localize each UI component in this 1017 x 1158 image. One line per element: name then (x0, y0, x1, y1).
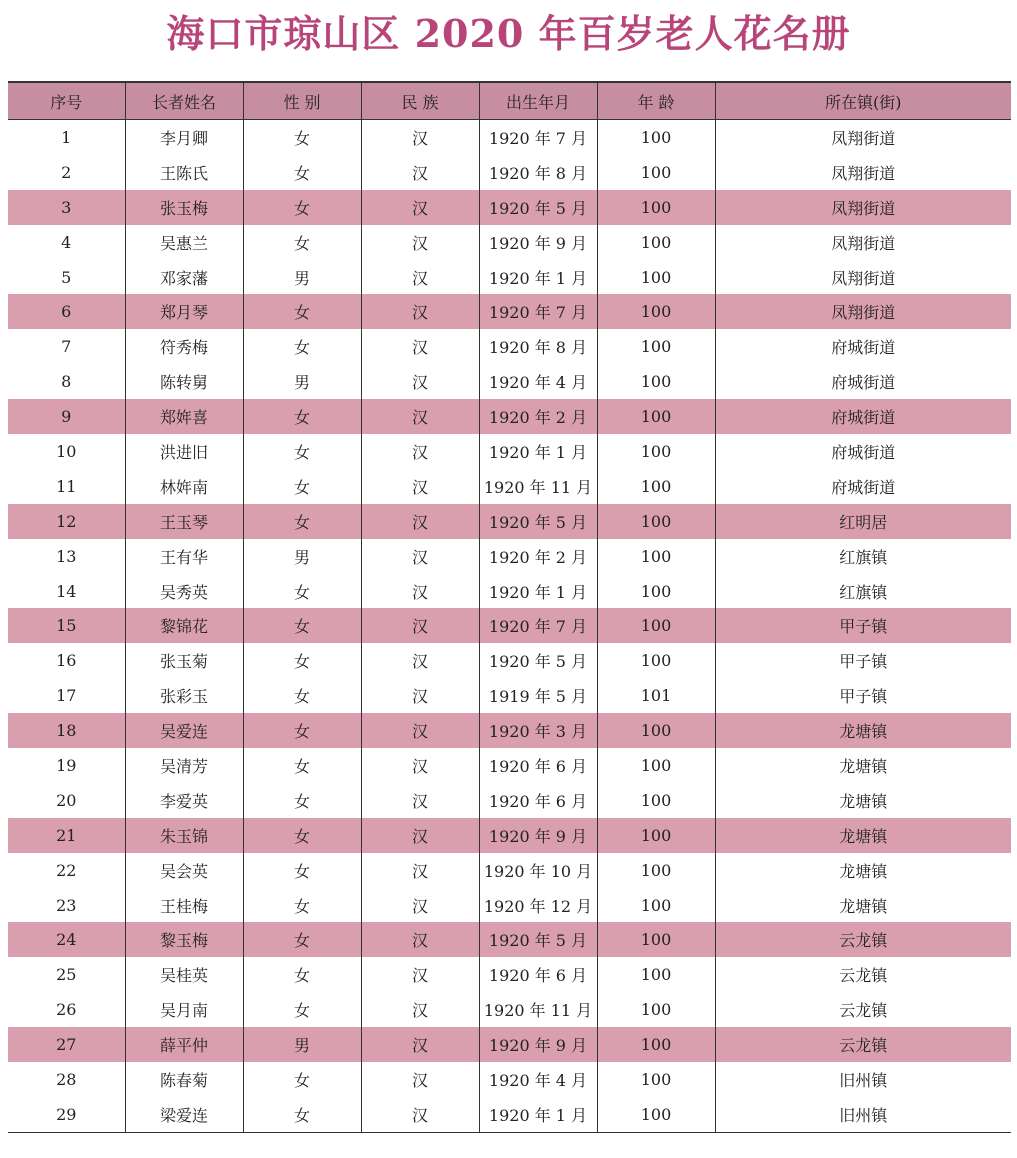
cell-ethnicity: 汉 (361, 1097, 479, 1132)
cell-name: 林姩南 (125, 469, 243, 504)
cell-gender: 女 (243, 469, 361, 504)
cell-age: 100 (597, 853, 715, 888)
cell-ethnicity: 汉 (361, 329, 479, 364)
cell-ethnicity: 汉 (361, 504, 479, 539)
cell-gender: 女 (243, 957, 361, 992)
cell-birth-date: 1920 年 9 月 (479, 1027, 597, 1062)
cell-gender: 女 (243, 992, 361, 1027)
cell-name: 李爱英 (125, 783, 243, 818)
cell-birth-date: 1920 年 4 月 (479, 364, 597, 399)
cell-name: 张玉菊 (125, 643, 243, 678)
cell-birth-date: 1920 年 5 月 (479, 190, 597, 225)
table-row (8, 643, 1011, 678)
cell-birth-date: 1920 年 1 月 (479, 574, 597, 609)
cell-town: 红明居 (715, 504, 1011, 539)
cell-age: 100 (597, 888, 715, 923)
cell-serial: 28 (56, 1069, 77, 1089)
cell-serial: 17 (56, 686, 77, 706)
cell-ethnicity: 汉 (361, 434, 479, 469)
cell-ethnicity: 汉 (361, 748, 479, 783)
cell-name: 洪进旧 (125, 434, 243, 469)
cell-age: 100 (597, 504, 715, 539)
cell-ethnicity: 汉 (361, 922, 479, 957)
cell-birth-date: 1920 年 6 月 (479, 957, 597, 992)
cell-serial: 4 (61, 232, 72, 252)
table-header-row (8, 82, 1011, 120)
centenarian-table (8, 81, 1011, 1133)
cell-gender: 女 (243, 399, 361, 434)
cell-name: 邓家藩 (125, 260, 243, 295)
cell-age: 100 (597, 574, 715, 609)
cell-age: 100 (597, 225, 715, 260)
cell-gender: 女 (243, 608, 361, 643)
table-row (8, 155, 1011, 190)
cell-name: 吴秀英 (125, 574, 243, 609)
header-serial: 序号 (8, 82, 125, 120)
cell-town: 云龙镇 (715, 992, 1011, 1027)
cell-serial: 3 (8, 190, 125, 225)
cell-ethnicity: 汉 (361, 1062, 479, 1097)
cell-name: 郑姩喜 (125, 399, 243, 434)
cell-name: 吴爱连 (125, 713, 243, 748)
cell-name: 吴清芳 (125, 748, 243, 783)
table-row (8, 608, 1011, 643)
cell-birth-date: 1920 年 12 月 (479, 888, 597, 923)
cell-ethnicity: 汉 (361, 294, 479, 329)
cell-name: 吴会英 (125, 853, 243, 888)
cell-serial: 13 (56, 546, 77, 566)
header-gender: 性 别 (243, 82, 361, 120)
cell-age: 100 (597, 329, 715, 364)
cell-ethnicity: 汉 (361, 539, 479, 574)
cell-ethnicity: 汉 (361, 364, 479, 399)
header-town: 所在镇(街) (715, 82, 1011, 120)
cell-serial: 25 (56, 965, 77, 985)
header-birth-date: 出生年月 (479, 82, 597, 120)
cell-gender: 女 (243, 783, 361, 818)
cell-birth-date: 1920 年 4 月 (479, 1062, 597, 1097)
cell-town: 红旗镇 (715, 539, 1011, 574)
cell-town: 府城街道 (715, 364, 1011, 399)
cell-birth-date: 1920 年 7 月 (479, 120, 597, 155)
cell-age: 100 (597, 364, 715, 399)
table-row (8, 329, 1011, 364)
cell-gender: 女 (243, 1097, 361, 1132)
cell-ethnicity: 汉 (361, 853, 479, 888)
cell-serial: 14 (56, 581, 77, 601)
cell-town: 龙塘镇 (715, 783, 1011, 818)
cell-ethnicity: 汉 (361, 957, 479, 992)
cell-name: 张玉梅 (125, 190, 243, 225)
cell-name: 郑月琴 (125, 294, 243, 329)
table-row (8, 783, 1011, 818)
cell-town: 凤翔街道 (715, 155, 1011, 190)
cell-gender: 女 (243, 643, 361, 678)
cell-town: 甲子镇 (715, 643, 1011, 678)
cell-gender: 女 (243, 155, 361, 190)
cell-town: 甲子镇 (715, 678, 1011, 713)
cell-gender: 男 (243, 1027, 361, 1062)
cell-birth-date: 1920 年 5 月 (479, 643, 597, 678)
table-row (8, 469, 1011, 504)
table-row (8, 294, 1011, 329)
header-name: 长者姓名 (125, 82, 243, 120)
cell-birth-date: 1920 年 3 月 (479, 713, 597, 748)
cell-age: 100 (597, 260, 715, 295)
cell-serial: 23 (56, 895, 77, 915)
cell-town: 红旗镇 (715, 574, 1011, 609)
table-row (8, 574, 1011, 609)
cell-name: 黎玉梅 (125, 922, 243, 957)
table-row (8, 748, 1011, 783)
cell-name: 王有华 (125, 539, 243, 574)
cell-age: 100 (597, 539, 715, 574)
cell-serial: 5 (61, 267, 72, 287)
table-row (8, 399, 1011, 434)
cell-serial: 26 (56, 1000, 77, 1020)
cell-birth-date: 1920 年 8 月 (479, 329, 597, 364)
cell-gender: 女 (243, 922, 361, 957)
cell-town: 龙塘镇 (715, 853, 1011, 888)
table-row (8, 818, 1011, 853)
cell-town: 府城街道 (715, 434, 1011, 469)
cell-serial: 15 (8, 608, 125, 643)
table-row (8, 539, 1011, 574)
cell-name: 梁爱连 (125, 1097, 243, 1132)
cell-gender: 女 (243, 294, 361, 329)
cell-gender: 女 (243, 225, 361, 260)
cell-ethnicity: 汉 (361, 260, 479, 295)
cell-ethnicity: 汉 (361, 818, 479, 853)
cell-age: 100 (597, 434, 715, 469)
cell-serial: 19 (56, 755, 77, 775)
cell-birth-date: 1920 年 6 月 (479, 748, 597, 783)
cell-ethnicity: 汉 (361, 190, 479, 225)
cell-ethnicity: 汉 (361, 155, 479, 190)
cell-birth-date: 1920 年 8 月 (479, 155, 597, 190)
cell-age: 100 (597, 608, 715, 643)
cell-birth-date: 1920 年 2 月 (479, 399, 597, 434)
table-row (8, 1097, 1011, 1132)
cell-age: 101 (597, 678, 715, 713)
cell-ethnicity: 汉 (361, 225, 479, 260)
cell-serial: 27 (8, 1027, 125, 1062)
cell-serial: 10 (56, 441, 77, 461)
cell-gender: 女 (243, 678, 361, 713)
cell-birth-date: 1920 年 9 月 (479, 818, 597, 853)
table-row (8, 190, 1011, 225)
page-title: 海口市琼山区 2020 年百岁老人花名册 (166, 11, 851, 56)
cell-age: 100 (597, 818, 715, 853)
cell-town: 凤翔街道 (715, 294, 1011, 329)
table-row (8, 364, 1011, 399)
header-age: 年 龄 (597, 82, 715, 120)
cell-name: 陈春菊 (125, 1062, 243, 1097)
cell-birth-date: 1920 年 5 月 (479, 922, 597, 957)
cell-birth-date: 1919 年 5 月 (479, 678, 597, 713)
cell-name: 朱玉锦 (125, 818, 243, 853)
table-row (8, 853, 1011, 888)
cell-ethnicity: 汉 (361, 574, 479, 609)
cell-serial: 24 (8, 922, 125, 957)
cell-name: 李月卿 (125, 120, 243, 155)
cell-name: 张彩玉 (125, 678, 243, 713)
cell-town: 龙塘镇 (715, 713, 1011, 748)
cell-town: 凤翔街道 (715, 260, 1011, 295)
cell-age: 100 (597, 957, 715, 992)
cell-town: 旧州镇 (715, 1062, 1011, 1097)
cell-ethnicity: 汉 (361, 608, 479, 643)
cell-gender: 男 (243, 260, 361, 295)
cell-gender: 女 (243, 329, 361, 364)
cell-serial: 9 (8, 399, 125, 434)
cell-gender: 女 (243, 434, 361, 469)
cell-town: 凤翔街道 (715, 120, 1011, 155)
cell-birth-date: 1920 年 1 月 (479, 260, 597, 295)
cell-name: 王桂梅 (125, 888, 243, 923)
cell-town: 府城街道 (715, 329, 1011, 364)
cell-birth-date: 1920 年 7 月 (479, 294, 597, 329)
cell-name: 薛平仲 (125, 1027, 243, 1062)
cell-serial: 22 (56, 860, 77, 880)
cell-birth-date: 1920 年 6 月 (479, 783, 597, 818)
cell-birth-date: 1920 年 11 月 (479, 469, 597, 504)
cell-ethnicity: 汉 (361, 120, 479, 155)
header-ethnicity: 民 族 (361, 82, 479, 120)
cell-gender: 女 (243, 574, 361, 609)
cell-age: 100 (597, 643, 715, 678)
cell-ethnicity: 汉 (361, 713, 479, 748)
cell-ethnicity: 汉 (361, 783, 479, 818)
cell-ethnicity: 汉 (361, 1027, 479, 1062)
cell-gender: 女 (243, 713, 361, 748)
cell-age: 100 (597, 469, 715, 504)
cell-age: 100 (597, 1027, 715, 1062)
cell-name: 陈转舅 (125, 364, 243, 399)
cell-birth-date: 1920 年 1 月 (479, 1097, 597, 1132)
cell-town: 府城街道 (715, 399, 1011, 434)
cell-birth-date: 1920 年 10 月 (479, 853, 597, 888)
cell-town: 旧州镇 (715, 1097, 1011, 1132)
cell-ethnicity: 汉 (361, 992, 479, 1027)
cell-town: 府城街道 (715, 469, 1011, 504)
cell-serial: 12 (8, 504, 125, 539)
table-row (8, 992, 1011, 1027)
cell-gender: 男 (243, 364, 361, 399)
cell-ethnicity: 汉 (361, 469, 479, 504)
table-row (8, 888, 1011, 923)
table-row (8, 434, 1011, 469)
cell-age: 100 (597, 992, 715, 1027)
cell-serial: 1 (61, 127, 72, 147)
cell-town: 凤翔街道 (715, 190, 1011, 225)
cell-gender: 男 (243, 539, 361, 574)
table-row (8, 120, 1011, 155)
cell-town: 甲子镇 (715, 608, 1011, 643)
cell-serial: 16 (56, 651, 77, 671)
cell-gender: 女 (243, 504, 361, 539)
cell-serial: 7 (61, 337, 72, 357)
cell-ethnicity: 汉 (361, 888, 479, 923)
cell-ethnicity: 汉 (361, 678, 479, 713)
cell-gender: 女 (243, 1062, 361, 1097)
cell-gender: 女 (243, 190, 361, 225)
cell-serial: 6 (8, 294, 125, 329)
cell-town: 龙塘镇 (715, 888, 1011, 923)
cell-serial: 20 (56, 790, 77, 810)
table-row (8, 957, 1011, 992)
cell-birth-date: 1920 年 2 月 (479, 539, 597, 574)
table-row (8, 504, 1011, 539)
cell-town: 云龙镇 (715, 922, 1011, 957)
cell-town: 龙塘镇 (715, 748, 1011, 783)
cell-name: 黎锦花 (125, 608, 243, 643)
cell-birth-date: 1920 年 7 月 (479, 608, 597, 643)
cell-serial: 2 (61, 162, 72, 182)
cell-gender: 女 (243, 888, 361, 923)
cell-name: 吴惠兰 (125, 225, 243, 260)
cell-age: 100 (597, 294, 715, 329)
cell-serial: 29 (8, 1097, 125, 1132)
table-body (8, 120, 1011, 1133)
cell-gender: 女 (243, 818, 361, 853)
cell-serial: 11 (56, 476, 77, 496)
table-row (8, 1062, 1011, 1097)
table-row (8, 713, 1011, 748)
cell-age: 100 (597, 1097, 715, 1132)
cell-birth-date: 1920 年 5 月 (479, 504, 597, 539)
table-row (8, 260, 1011, 295)
cell-age: 100 (597, 783, 715, 818)
cell-age: 100 (597, 922, 715, 957)
cell-name: 王玉琴 (125, 504, 243, 539)
cell-age: 100 (597, 1062, 715, 1097)
cell-serial: 18 (8, 713, 125, 748)
cell-name: 吴月南 (125, 992, 243, 1027)
table-row (8, 225, 1011, 260)
cell-age: 100 (597, 190, 715, 225)
cell-name: 王陈氏 (125, 155, 243, 190)
cell-serial: 8 (61, 372, 72, 392)
cell-age: 100 (597, 399, 715, 434)
cell-age: 100 (597, 748, 715, 783)
cell-gender: 女 (243, 120, 361, 155)
table-row (8, 922, 1011, 957)
cell-gender: 女 (243, 853, 361, 888)
table-row (8, 678, 1011, 713)
cell-birth-date: 1920 年 9 月 (479, 225, 597, 260)
cell-ethnicity: 汉 (361, 643, 479, 678)
cell-ethnicity: 汉 (361, 399, 479, 434)
cell-name: 吴桂英 (125, 957, 243, 992)
cell-birth-date: 1920 年 1 月 (479, 434, 597, 469)
cell-age: 100 (597, 713, 715, 748)
cell-town: 云龙镇 (715, 957, 1011, 992)
cell-town: 凤翔街道 (715, 225, 1011, 260)
table-row (8, 1027, 1011, 1062)
cell-age: 100 (597, 155, 715, 190)
cell-serial: 21 (8, 818, 125, 853)
cell-age: 100 (597, 120, 715, 155)
cell-gender: 女 (243, 748, 361, 783)
cell-birth-date: 1920 年 11 月 (479, 992, 597, 1027)
cell-town: 云龙镇 (715, 1027, 1011, 1062)
cell-name: 符秀梅 (125, 329, 243, 364)
cell-town: 龙塘镇 (715, 818, 1011, 853)
